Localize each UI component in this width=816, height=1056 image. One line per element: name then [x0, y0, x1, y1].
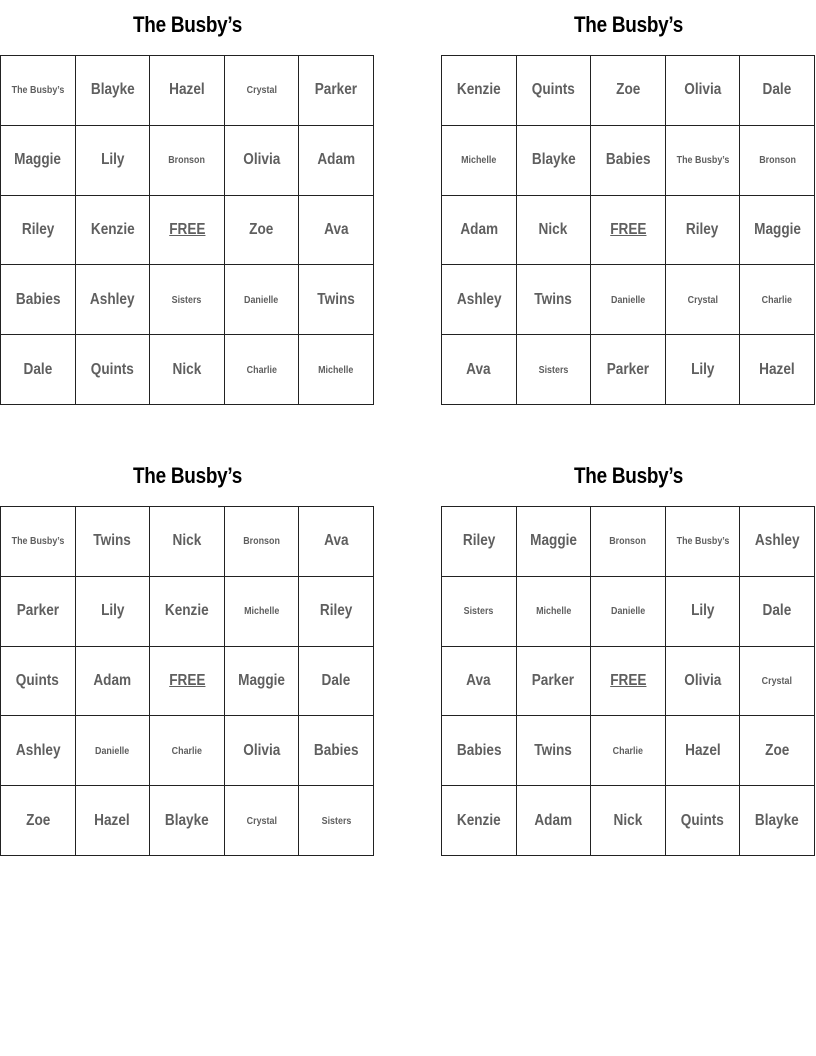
bingo-grid	[0, 506, 374, 856]
bingo-cell-label: Sisters	[538, 363, 569, 376]
bingo-cell	[76, 196, 151, 266]
bingo-cell-label: Crystal	[246, 814, 277, 827]
bingo-cell	[591, 577, 666, 647]
bingo-cell	[740, 577, 815, 647]
bingo-cell	[225, 786, 300, 856]
bingo-cell	[517, 265, 592, 335]
bingo-cell-label: Dale	[23, 360, 53, 378]
bingo-cell	[225, 265, 300, 335]
bingo-cell	[150, 507, 225, 577]
bingo-cell	[666, 126, 741, 196]
bingo-cell	[150, 716, 225, 786]
bingo-cell-label: Ava	[323, 532, 349, 550]
bingo-cell-label: Quints	[531, 81, 575, 99]
bingo-cell-label: Crystal	[687, 293, 718, 306]
bingo-cell-label: Ava	[466, 360, 492, 378]
bingo-cell	[442, 577, 517, 647]
bingo-cell-label: Twins	[93, 532, 132, 550]
bingo-cell	[1, 126, 76, 196]
bingo-cell-label: Bronson	[758, 154, 796, 167]
bingo-cell	[740, 786, 815, 856]
bingo-cell	[225, 335, 300, 405]
bingo-cell-label: Adam	[317, 151, 356, 169]
bingo-cell-label: Hazel	[759, 360, 795, 378]
bingo-cell	[225, 126, 300, 196]
bingo-cell-label: FREE	[168, 220, 206, 238]
bingo-cell-label: Riley	[686, 220, 719, 238]
bingo-cell-label: Babies	[456, 741, 502, 759]
bingo-cell-label: Maggie	[238, 671, 286, 689]
bingo-cell	[150, 56, 225, 126]
bingo-cell-label: Danielle	[95, 744, 130, 757]
bingo-card	[441, 451, 816, 861]
bingo-cell-label: Maggie	[529, 532, 577, 550]
bingo-cell	[225, 196, 300, 266]
card-title: The Busby’s	[574, 12, 683, 37]
bingo-cell-label: Nick	[172, 532, 202, 550]
bingo-cell	[76, 647, 151, 717]
bingo-cell	[740, 56, 815, 126]
bingo-cell	[1, 647, 76, 717]
bingo-cell-label: Olivia	[243, 151, 281, 169]
bingo-cell	[740, 126, 815, 196]
bingo-cell-label: Babies	[313, 741, 359, 759]
bingo-cell	[1, 577, 76, 647]
bingo-cell	[76, 507, 151, 577]
free-space-cell	[591, 647, 666, 717]
bingo-cell	[299, 196, 374, 266]
bingo-cell	[225, 716, 300, 786]
bingo-cell	[1, 265, 76, 335]
bingo-grid	[441, 55, 815, 405]
bingo-cell-label: Parker	[16, 602, 59, 620]
bingo-cell-label: Zoe	[765, 741, 790, 759]
free-space-cell	[150, 647, 225, 717]
bingo-cell-label: FREE	[168, 671, 206, 689]
bingo-cell-label: Michelle	[535, 605, 572, 618]
bingo-cell	[740, 265, 815, 335]
bingo-cell-label: Parker	[315, 81, 358, 99]
bingo-cell	[666, 507, 741, 577]
bingo-cell-label: Danielle	[610, 293, 646, 306]
bingo-cell-label: Danielle	[244, 293, 279, 306]
bingo-cell	[666, 56, 741, 126]
bingo-cell-label: Hazel	[169, 81, 205, 99]
bingo-cell-label: Michelle	[461, 154, 497, 167]
bingo-cell	[517, 507, 592, 577]
bingo-cell-label: The Busby’s	[676, 154, 729, 167]
bingo-cell	[740, 196, 815, 266]
bingo-cell	[591, 716, 666, 786]
bingo-cell	[591, 786, 666, 856]
bingo-cell	[666, 196, 741, 266]
bingo-cell	[1, 507, 76, 577]
bingo-cell	[225, 56, 300, 126]
bingo-cell-label: Bronson	[609, 535, 647, 548]
bingo-cell-label: Twins	[534, 290, 573, 308]
bingo-cell-label: Dale	[762, 81, 792, 99]
bingo-cell-label: Blayke	[755, 811, 800, 829]
bingo-cell-label: Quints	[16, 671, 60, 689]
bingo-cell-label: Riley	[319, 602, 353, 620]
bingo-cell-label: Parker	[606, 360, 650, 378]
bingo-cell-label: Babies	[15, 290, 61, 308]
bingo-cell	[299, 335, 374, 405]
bingo-cell	[299, 126, 374, 196]
bingo-cell	[299, 786, 374, 856]
bingo-card	[441, 0, 816, 410]
bingo-cell	[740, 507, 815, 577]
bingo-cell	[666, 265, 741, 335]
card-title: The Busby’s	[133, 12, 242, 37]
bingo-cell	[76, 265, 151, 335]
bingo-cell	[517, 196, 592, 266]
bingo-cell	[442, 786, 517, 856]
free-space-cell	[150, 196, 225, 266]
bingo-cell-label: Twins	[534, 741, 573, 759]
bingo-cell	[442, 716, 517, 786]
bingo-cell	[442, 507, 517, 577]
bingo-cell	[442, 196, 517, 266]
bingo-cell	[76, 716, 151, 786]
bingo-cell-label: The Busby’s	[11, 84, 65, 97]
bingo-cell	[591, 507, 666, 577]
bingo-cell-label: Zoe	[25, 811, 50, 829]
bingo-cell-label: The Busby’s	[11, 535, 65, 548]
bingo-cell	[666, 335, 741, 405]
bingo-cell	[517, 786, 592, 856]
bingo-cell-label: Charlie	[246, 363, 277, 376]
bingo-cell-label: Bronson	[168, 154, 206, 167]
bingo-cell-label: Riley	[21, 220, 55, 238]
bingo-cell-label: Kenzie	[456, 81, 501, 99]
bingo-cell	[150, 335, 225, 405]
bingo-cell	[225, 577, 300, 647]
bingo-cell-label: Hazel	[94, 811, 131, 829]
bingo-cell	[76, 56, 151, 126]
bingo-cell	[740, 335, 815, 405]
bingo-cell-label: Olivia	[684, 671, 722, 689]
bingo-cell-label: Nick	[539, 220, 568, 238]
bingo-cell-label: Bronson	[243, 535, 280, 548]
bingo-cell	[1, 786, 76, 856]
bingo-grid	[0, 55, 374, 405]
bingo-cell	[299, 56, 374, 126]
free-space-cell	[591, 196, 666, 266]
bingo-cell-label: Charlie	[612, 744, 644, 757]
card-title: The Busby’s	[574, 463, 683, 488]
bingo-cell-label: Crystal	[762, 674, 793, 687]
bingo-cell	[517, 56, 592, 126]
bingo-cell	[442, 126, 517, 196]
bingo-cell	[517, 335, 592, 405]
bingo-card	[0, 451, 375, 861]
bingo-cell-label: Sisters	[172, 293, 202, 306]
bingo-cell-label: Hazel	[684, 741, 721, 759]
bingo-cell-label: Olivia	[243, 741, 281, 759]
bingo-cell-label: Sisters	[463, 605, 494, 618]
bingo-cell	[517, 716, 592, 786]
bingo-cell-label: Nick	[613, 811, 643, 829]
bingo-cell-label: Babies	[605, 151, 651, 169]
bingo-cell-label: Lily	[690, 602, 715, 620]
bingo-cell	[150, 126, 225, 196]
bingo-cell-label: Blayke	[531, 151, 576, 169]
bingo-cell-label: Parker	[532, 671, 575, 689]
bingo-grid	[441, 506, 815, 856]
bingo-cell-label: FREE	[609, 671, 647, 689]
bingo-cell	[299, 507, 374, 577]
bingo-cell-label: Lily	[100, 151, 125, 169]
bingo-cell	[1, 56, 76, 126]
bingo-cell-label: Michelle	[318, 363, 354, 376]
bingo-cell-label: The Busby’s	[676, 535, 729, 548]
bingo-cell	[517, 126, 592, 196]
bingo-cell-label: Maggie	[753, 220, 801, 238]
bingo-cell	[1, 716, 76, 786]
bingo-cell	[442, 56, 517, 126]
bingo-cell	[76, 786, 151, 856]
bingo-cell	[517, 647, 592, 717]
bingo-cell	[591, 335, 666, 405]
bingo-cell	[740, 647, 815, 717]
bingo-cell-label: Kenzie	[456, 811, 501, 829]
bingo-cell	[442, 265, 517, 335]
bingo-cell	[299, 647, 374, 717]
bingo-cell	[150, 265, 225, 335]
bingo-cell	[666, 716, 741, 786]
bingo-cell	[666, 786, 741, 856]
bingo-cell-label: Ashley	[15, 741, 61, 759]
bingo-cell	[517, 577, 592, 647]
bingo-cell-label: Ashley	[754, 532, 800, 550]
bingo-cell	[76, 577, 151, 647]
bingo-cell-label: Blayke	[90, 81, 135, 99]
bingo-cell-label: Ashley	[90, 290, 135, 308]
bingo-cell-label: Quints	[681, 811, 725, 829]
bingo-cell-label: Maggie	[14, 151, 62, 169]
bingo-cell	[1, 196, 76, 266]
bingo-cell-label: Kenzie	[90, 220, 135, 238]
bingo-cell-label: Lily	[690, 360, 715, 378]
bingo-cell	[591, 126, 666, 196]
bingo-cell-label: Danielle	[610, 605, 646, 618]
bingo-cell-label: Sisters	[321, 814, 352, 827]
bingo-cell-label: Zoe	[615, 81, 641, 99]
bingo-cell	[76, 126, 151, 196]
bingo-cell-label: Charlie	[762, 293, 793, 306]
bingo-cell-label: Michelle	[243, 605, 280, 618]
bingo-cell	[225, 507, 300, 577]
bingo-cell-label: Adam	[459, 220, 498, 238]
bingo-cell-label: Twins	[317, 290, 355, 308]
bingo-cell-label: Ava	[323, 220, 349, 238]
bingo-cell	[591, 56, 666, 126]
bingo-cell	[1, 335, 76, 405]
bingo-cell-label: Nick	[172, 360, 202, 378]
bingo-cell-label: Charlie	[171, 744, 203, 757]
bingo-cell	[666, 577, 741, 647]
bingo-cell	[76, 335, 151, 405]
bingo-cell-label: Zoe	[249, 220, 274, 238]
bingo-cell	[442, 647, 517, 717]
bingo-card	[0, 0, 375, 410]
bingo-cell-label: Riley	[462, 532, 496, 550]
card-title: The Busby’s	[133, 463, 242, 488]
bingo-cell-label: Blayke	[165, 811, 209, 829]
bingo-cell-label: Dale	[762, 602, 792, 620]
bingo-cell	[299, 577, 374, 647]
bingo-cell	[150, 786, 225, 856]
bingo-cell	[299, 716, 374, 786]
bingo-cell	[740, 716, 815, 786]
bingo-cell-label: Lily	[100, 602, 125, 620]
bingo-cell	[591, 265, 666, 335]
bingo-cell-label: Olivia	[684, 81, 722, 99]
bingo-cell-label: Dale	[321, 671, 351, 689]
bingo-cell-label: Quints	[90, 360, 134, 378]
bingo-cell	[150, 577, 225, 647]
bingo-cell	[442, 335, 517, 405]
bingo-cell	[299, 265, 374, 335]
bingo-cell-label: Ava	[466, 671, 492, 689]
bingo-cell-label: FREE	[609, 220, 647, 238]
bingo-cell-label: Crystal	[246, 84, 277, 97]
bingo-cell-label: Adam	[93, 671, 132, 689]
bingo-cell	[225, 647, 300, 717]
bingo-cell	[666, 647, 741, 717]
bingo-cell-label: Kenzie	[165, 602, 209, 620]
bingo-cell-label: Adam	[534, 811, 573, 829]
bingo-cell-label: Ashley	[456, 290, 502, 308]
